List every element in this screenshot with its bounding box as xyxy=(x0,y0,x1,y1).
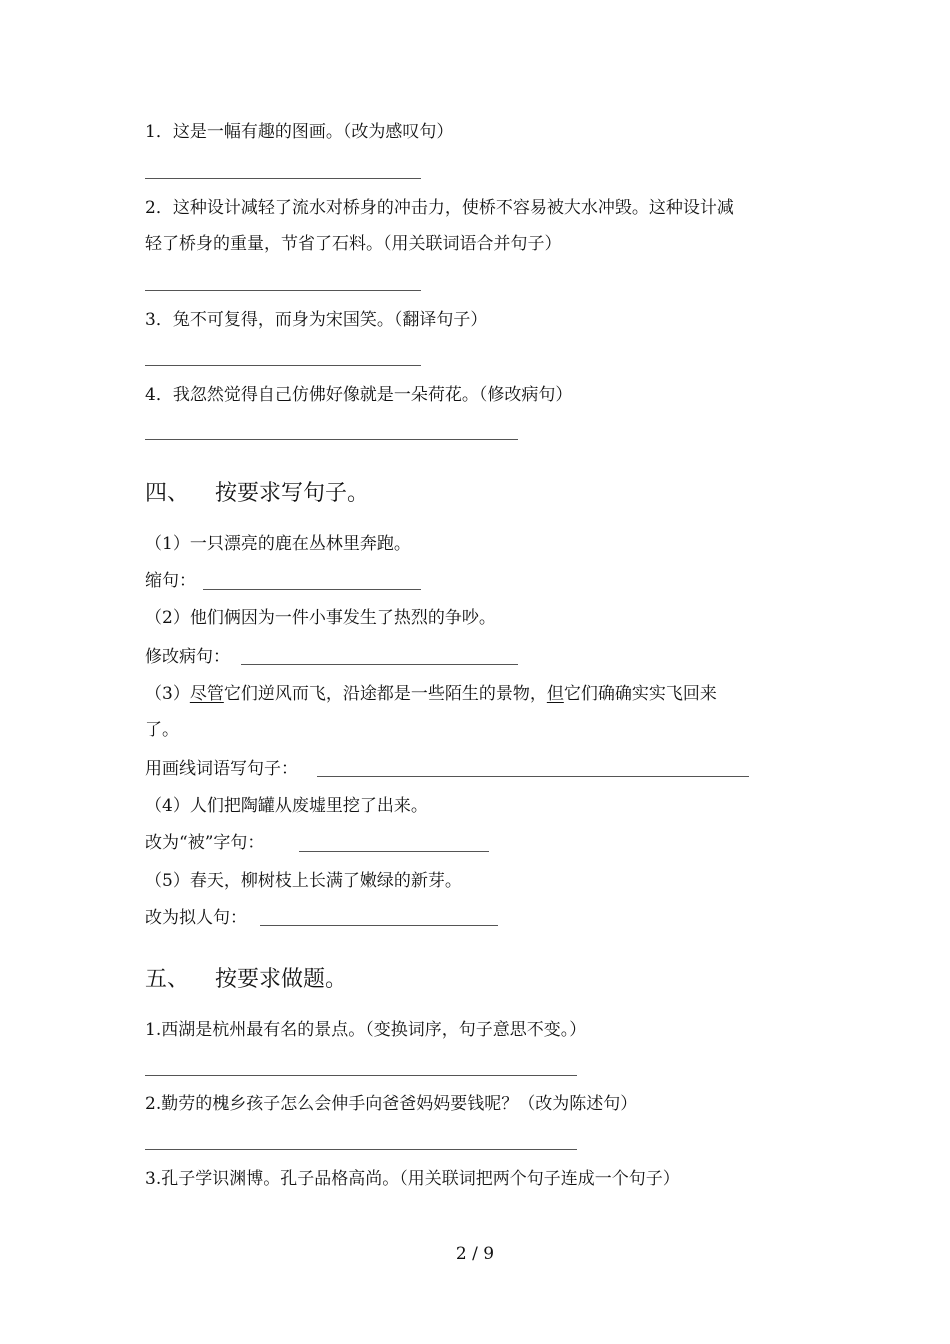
s5-question-3: 3.孔子学识渊博。孔子品格高尚。（用关联词把两个句子连成一个句子） xyxy=(145,1169,680,1189)
s5-question-2: 2.勤劳的槐乡孩子怎么会伸手向爸爸妈妈要钱呢？（改为陈述句） xyxy=(145,1094,638,1114)
s4-prompt-4: 改为“被”字句： xyxy=(145,833,265,853)
s4-question-3-cont: 了。 xyxy=(145,720,179,740)
question-4: 4．我忽然觉得自己仿佛好像就是一朵荷花。（修改病句） xyxy=(145,385,573,405)
s4-answer-line-4[interactable] xyxy=(299,851,489,852)
section-5-heading xyxy=(145,967,347,993)
s5-answer-line-1[interactable] xyxy=(145,1075,577,1076)
s4-prompt-3: 用画线词语写句子： xyxy=(145,759,298,779)
answer-line-3[interactable] xyxy=(145,365,421,366)
answer-line-2[interactable] xyxy=(145,290,421,291)
s4-answer-line-1[interactable] xyxy=(203,589,421,590)
s4-prompt-1: 缩句： xyxy=(145,571,196,591)
section-4-title: 按要求写句子。 xyxy=(215,481,370,506)
s4-prompt-5: 改为拟人句： xyxy=(145,908,247,928)
section-5-title: 按要求做题。 xyxy=(215,967,348,992)
s4-q3-label: （3） xyxy=(145,684,190,704)
answer-line-4[interactable] xyxy=(145,439,518,440)
underlined-word-2: 但 xyxy=(546,684,564,704)
s4-question-1: （1）一只漂亮的鹿在丛林里奔跑。 xyxy=(145,534,411,554)
s4-answer-line-3[interactable] xyxy=(317,776,749,777)
s4-answer-line-2[interactable] xyxy=(241,664,518,665)
section-4-number: 四、 xyxy=(145,481,190,506)
s4-question-3 xyxy=(145,684,717,704)
section-5-number: 五、 xyxy=(145,967,190,992)
page-number: 2 / 9 xyxy=(455,1244,495,1264)
question-1: 1．这是一幅有趣的图画。（改为感叹句） xyxy=(145,122,454,142)
question-3: 3．兔不可复得，而身为宋国笑。（翻译句子） xyxy=(145,310,488,330)
s4-q3-text-2: 它们确确实实飞回来 xyxy=(563,684,717,704)
question-2-cont: 轻了桥身的重量，节省了石料。（用关联词语合并句子） xyxy=(145,234,562,254)
underlined-word-1: 尽管 xyxy=(189,684,224,704)
s4-prompt-2: 修改病句： xyxy=(145,647,230,667)
s5-answer-line-2[interactable] xyxy=(145,1149,577,1150)
question-2: 2．这种设计减轻了流水对桥身的冲击力，使桥不容易被大水冲毁。这种设计减 xyxy=(145,198,734,218)
s5-question-1: 1.西湖是杭州最有名的景点。（变换词序，句子意思不变。） xyxy=(145,1020,587,1040)
s4-answer-line-5[interactable] xyxy=(260,925,498,926)
section-4-heading xyxy=(145,481,369,507)
answer-line-1[interactable] xyxy=(145,178,421,179)
s4-question-5: （5）春天，柳树枝上长满了嫩绿的新芽。 xyxy=(145,871,462,891)
s4-q3-text: 它们逆风而飞，沿途都是一些陌生的景物， xyxy=(223,684,547,704)
s4-question-2: （2）他们俩因为一件小事发生了热烈的争吵。 xyxy=(145,608,496,628)
s4-question-4: （4）人们把陶罐从废墟里挖了出来。 xyxy=(145,796,428,816)
